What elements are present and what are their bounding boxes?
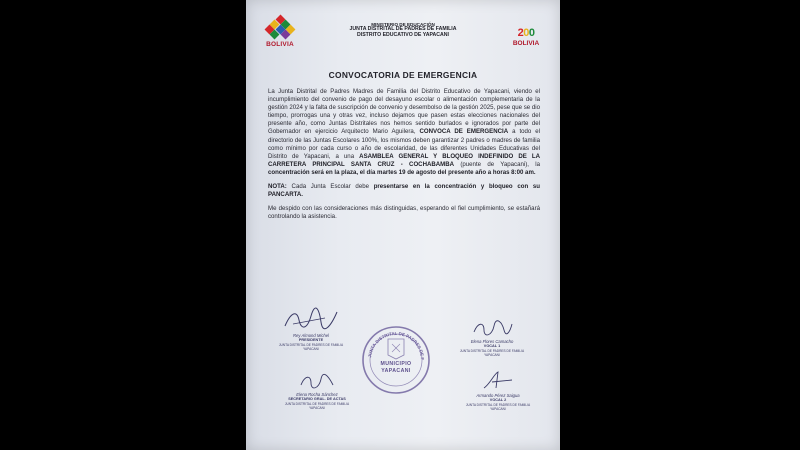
district-name: DISTRITO EDUCATIVO DE YAPACANI [357, 32, 449, 39]
junta-name: JUNTA DISTRITAL DE PADRES DE FAMILIA [349, 26, 457, 33]
signer-org: JUNTA DISTRITAL DE PADRES DE FAMILIA [465, 402, 531, 407]
signature-scribble-icon [281, 306, 341, 332]
concentracion-bold: concentración será en la plaza, el día martes 19 de agosto del presente año a horas 8:00 am. [268, 168, 536, 176]
document-body [268, 88, 540, 227]
signer-place: YAPACANI [303, 347, 319, 352]
nota-paragraph [268, 183, 540, 199]
seal-yapacani: YAPACANI [381, 368, 411, 374]
signer-org: JUNTA DISTRITAL DE PADRES DE FAMILIA [278, 342, 344, 347]
nota-label: NOTA: [268, 183, 287, 191]
bicentenario-logo [502, 28, 550, 47]
signer-name: Elena Flores Camacho [470, 338, 514, 344]
signer-org: JUNTA DISTRITAL DE PADRES DE FAMILIA [284, 401, 350, 406]
signer-place: YAPACANI [309, 406, 325, 411]
document-title: CONVOCATORIA DE EMERGENCIA [328, 70, 478, 80]
seal-municipio: MUNICIPIO [380, 361, 412, 367]
logo-left-text: BOLIVIA [266, 41, 294, 48]
bolivia-logo-left [260, 16, 300, 56]
main-paragraph [268, 88, 540, 177]
letterhead-text [312, 22, 494, 39]
signature-vocal-2 [452, 370, 544, 412]
ministry-name: MINISTERIO DE EDUCACIÓN [371, 22, 435, 27]
convoca-bold: CONVOCA DE EMERGENCIA [419, 128, 509, 136]
bicentenario-mark: 200 [517, 27, 535, 39]
closing-paragraph: Me despido con las consideraciones más distinguidas, esperando el fiel cumplimiento, se estañará controlando la asistencia. [268, 205, 540, 221]
document-paper [246, 0, 560, 450]
signature-vocal-1 [446, 318, 538, 358]
bolivia-emblem-icon [267, 16, 293, 40]
signer-name: Rey Almond Michel [293, 332, 329, 338]
signature-scribble-icon [470, 318, 514, 338]
asamblea-bold: ASAMBLEA GENERAL Y BLOQUEO INDEFINIDO DE LA CARRETERA PRINCIPAL SANTA CRUZ - COCHABAMBA [268, 152, 540, 168]
signature-scribble-icon [295, 373, 339, 391]
seal-arc-text: JUNTA DISTRITAL DE PADRES DE F [367, 330, 426, 360]
signer-role: VOCAL 1 [483, 344, 501, 349]
puente-text: (puente de Yapacani), la [454, 160, 540, 168]
seal-stamp-icon [361, 325, 431, 395]
official-seal [361, 325, 431, 395]
logo-right-text: BOLIVIA [512, 40, 540, 47]
nota-text: Cada Junta Escolar debe [286, 183, 374, 191]
signer-name: Elena Rocha Sánchez [296, 391, 338, 397]
signer-org: JUNTA DISTRITAL DE PADRES DE FAMILIA [459, 348, 525, 353]
signer-name: Armando Pérez Saigua [476, 392, 520, 398]
intro-text: La Junta Distrital de Padres Madres de Familia del Distrito Educativo de Yapacani, viendo el incumplimiento del convenio de pago del desayuno escolar o alimentación complementaria de la gestión 2024 y la falta de suscripción de convenio y desembolso de la gestión 2025, pese que se dio tiempo, prorrogas una y otras vez, incluso dejamos que pasen estas elecciones nacionales del presente año, como Juntas Distritales nos hemos sentido burlados e ignorados por parte del Gobernador en ejercicio Arquitecto Mario Aguilera, [268, 88, 540, 136]
convoca-text: a todo el directorio de las Juntas Escolares 100%, los mismos deben garantizar 2 padres o madres de familia como mínimo por cada curso o año de escolaridad, de las diferentes Unidades Educativas del Distrito de Yapacani, a una [268, 128, 541, 160]
signer-place: YAPACANI [484, 353, 500, 358]
signer-role: VOCAL 2 [489, 398, 507, 403]
signer-place: YAPACANI [490, 407, 506, 412]
signature-presidente [266, 306, 356, 352]
signature-scribble-icon [476, 370, 520, 392]
signature-secretario [272, 373, 362, 411]
letterhead [246, 0, 560, 64]
signer-role: PRESIDENTE [298, 338, 324, 343]
signer-role: SECRETARIO GRAL. DE ACTAS [288, 397, 346, 402]
nota-bold: presentarse en la concentración y bloqueo con su PANCARTA. [268, 183, 540, 199]
